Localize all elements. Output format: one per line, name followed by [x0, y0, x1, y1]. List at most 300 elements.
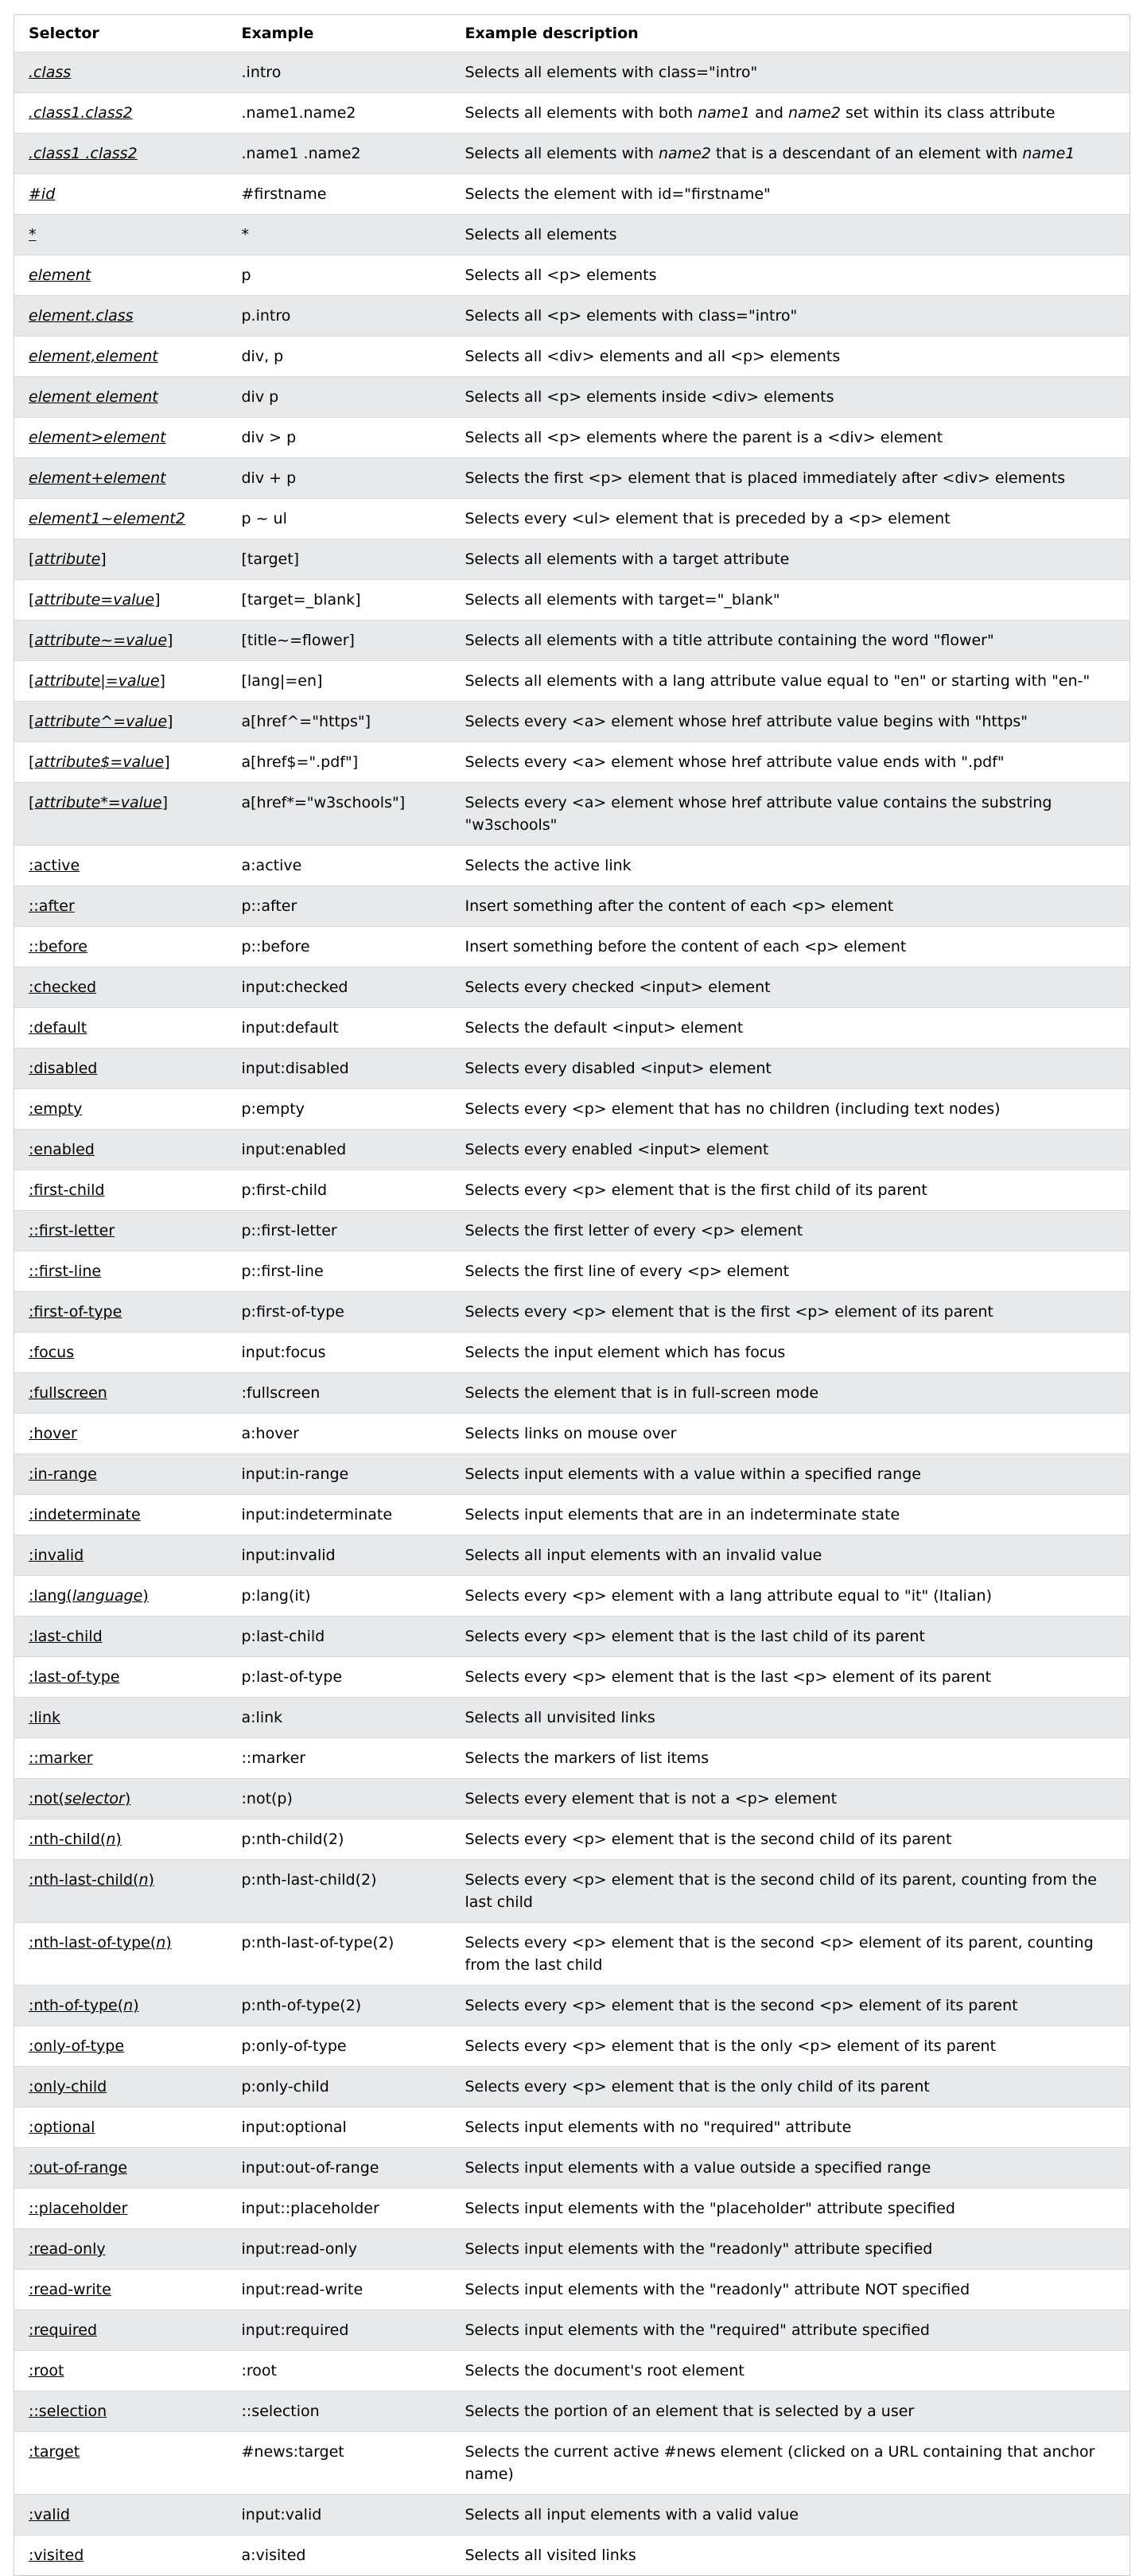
text-segment: [ — [29, 794, 35, 811]
description-cell — [451, 458, 1130, 499]
table-row — [14, 134, 1130, 174]
description-cell — [451, 2391, 1130, 2432]
text-segment: ] — [167, 713, 173, 730]
selector-link[interactable] — [29, 1831, 122, 1848]
selector-cell — [14, 1130, 227, 1170]
example-cell: :root — [227, 2351, 451, 2391]
selector-link[interactable] — [29, 510, 185, 527]
selector-link[interactable] — [29, 1749, 93, 1767]
table-row — [14, 742, 1130, 783]
table-row — [14, 1170, 1130, 1211]
text-segment: :empty — [29, 1100, 83, 1118]
text-segment: and — [750, 104, 788, 122]
table-row — [14, 1211, 1130, 1251]
text-segment: ::first-letter — [29, 1222, 115, 1239]
text-segment: :link — [29, 1709, 61, 1726]
text-segment: Selects every <a> element whose href attribute value ends with ".pdf" — [465, 753, 1005, 771]
text-segment: Selects all elements — [465, 226, 617, 243]
text-segment: :root — [29, 2362, 64, 2379]
text-segment: [ — [29, 632, 35, 649]
table-row — [14, 1414, 1130, 1454]
selector-link[interactable] — [29, 2506, 70, 2523]
example-cell: p — [227, 255, 451, 296]
description-cell — [451, 2229, 1130, 2270]
table-row — [14, 661, 1130, 702]
example-cell: [target=_blank] — [227, 580, 451, 621]
text-segment: :disabled — [29, 1060, 98, 1077]
italic-text: attribute~=value — [34, 632, 168, 649]
table-row — [14, 255, 1130, 296]
description-cell — [451, 1211, 1130, 1251]
text-segment: :fullscreen — [29, 1384, 107, 1402]
selector-cell — [14, 846, 227, 886]
selector-link[interactable] — [29, 1100, 82, 1118]
text-segment: Selects every <p> element that is the second child of its parent, counting from the last child — [465, 1871, 1097, 1911]
example-cell: input:read-write — [227, 2270, 451, 2310]
selector-cell — [14, 1698, 227, 1738]
table-row — [14, 1373, 1130, 1414]
example-cell: input:invalid — [227, 1535, 451, 1576]
description-cell — [451, 1986, 1130, 2026]
example-cell: p:nth-child(2) — [227, 1819, 451, 1860]
selector-link[interactable] — [29, 1790, 130, 1807]
table-row — [14, 377, 1130, 418]
description-cell — [451, 53, 1130, 93]
selector-link[interactable] — [29, 104, 133, 122]
table-row — [14, 1495, 1130, 1535]
text-segment: :hover — [29, 1425, 77, 1442]
example-cell: .name1.name2 — [227, 93, 451, 134]
text-segment: :invalid — [29, 1547, 84, 1564]
selector-cell — [14, 1779, 227, 1819]
text-segment: Selects every enabled <input> element — [465, 1141, 769, 1158]
text-segment: Selects all unvisited links — [465, 1709, 655, 1726]
text-segment: Selects every disabled <input> element — [465, 1060, 772, 1077]
selector-cell — [14, 2495, 227, 2535]
text-segment: :nth-child( — [29, 1831, 107, 1848]
text-segment: :only-child — [29, 2078, 107, 2095]
selector-cell — [14, 2229, 227, 2270]
selector-link[interactable] — [29, 897, 75, 915]
description-cell — [451, 580, 1130, 621]
selector-link[interactable] — [29, 226, 37, 243]
selector-cell — [14, 1333, 227, 1373]
text-segment: Selects the element that is in full-screen mode — [465, 1384, 819, 1402]
description-cell — [451, 1292, 1130, 1333]
selector-link[interactable] — [29, 185, 55, 203]
selector-link[interactable] — [29, 1871, 154, 1889]
example-cell: a[href*="w3schools"] — [227, 783, 451, 846]
table-body — [14, 53, 1130, 2576]
table-row — [14, 846, 1130, 886]
description-cell — [451, 2026, 1130, 2067]
selector-link[interactable] — [29, 1628, 103, 1645]
example-cell: input:valid — [227, 2495, 451, 2535]
selector-link[interactable] — [29, 1934, 172, 1951]
description-cell — [451, 661, 1130, 702]
text-segment: :target — [29, 2443, 80, 2461]
selector-reference — [14, 14, 1129, 2576]
selector-cell — [14, 255, 227, 296]
selector-link[interactable] — [29, 388, 158, 406]
text-segment: :nth-last-child( — [29, 1871, 139, 1889]
text-segment: :optional — [29, 2119, 95, 2136]
selector-link[interactable] — [29, 145, 138, 162]
selector-link[interactable] — [29, 672, 165, 690]
italic-text: n — [106, 1831, 116, 1848]
text-segment: ] — [164, 753, 170, 771]
italic-text: selector — [64, 1790, 125, 1807]
selector-link[interactable] — [29, 2281, 111, 2298]
italic-text: name2 — [787, 104, 841, 122]
table-row — [14, 967, 1130, 1008]
text-segment: ::before — [29, 938, 87, 955]
description-cell — [451, 499, 1130, 539]
table-row — [14, 1657, 1130, 1698]
text-segment: [ — [29, 713, 35, 730]
selector-link[interactable] — [29, 267, 91, 284]
description-cell — [451, 2148, 1130, 2189]
selector-cell — [14, 702, 227, 742]
selector-link[interactable] — [29, 632, 173, 649]
selector-link[interactable] — [29, 2078, 107, 2095]
selector-cell — [14, 2026, 227, 2067]
selector-link[interactable] — [29, 2159, 127, 2177]
description-cell — [451, 1779, 1130, 1819]
selector-link[interactable] — [29, 979, 96, 996]
text-segment: Selects every checked <input> element — [465, 979, 771, 996]
selector-link[interactable] — [29, 348, 158, 365]
example-cell: p.intro — [227, 296, 451, 337]
selector-link[interactable] — [29, 1303, 122, 1321]
selector-link[interactable] — [29, 857, 80, 874]
example-cell: p:first-of-type — [227, 1292, 451, 1333]
selector-link[interactable] — [29, 2321, 97, 2339]
italic-text: element.class — [29, 307, 134, 325]
example-cell: p::first-letter — [227, 1211, 451, 1251]
description-cell — [451, 2270, 1130, 2310]
example-cell: :not(p) — [227, 1779, 451, 1819]
table-row — [14, 2351, 1130, 2391]
example-cell: input:disabled — [227, 1049, 451, 1089]
selector-link[interactable] — [29, 1141, 95, 1158]
selector-link[interactable] — [29, 551, 107, 568]
text-segment: ) — [115, 1831, 122, 1848]
selector-link[interactable] — [29, 2200, 127, 2217]
example-cell: input::placeholder — [227, 2189, 451, 2229]
selector-link[interactable] — [29, 1465, 97, 1483]
text-segment: Selects input elements with a value outside a specified range — [465, 2159, 931, 2177]
selector-link[interactable] — [29, 2362, 64, 2379]
italic-text: name2 — [658, 145, 711, 162]
description-cell — [451, 2495, 1130, 2535]
description-cell — [451, 742, 1130, 783]
text-segment: Selects every <p> element that is the second <p> element of its parent — [465, 1997, 1018, 2014]
italic-text: .class1 .class2 — [29, 145, 138, 162]
text-segment: Selects input elements with a value within a specified range — [465, 1465, 921, 1483]
text-segment: ::marker — [29, 1749, 93, 1767]
text-segment: ) — [165, 1934, 172, 1951]
selector-cell — [14, 1657, 227, 1698]
table-row — [14, 621, 1130, 661]
italic-text: .class1.class2 — [29, 104, 133, 122]
description-cell — [451, 215, 1130, 255]
description-cell — [451, 2189, 1130, 2229]
text-segment: Selects input elements with the "placeholder" attribute specified — [465, 2200, 955, 2217]
selector-link[interactable] — [29, 938, 87, 955]
italic-text: attribute|=value — [34, 672, 160, 690]
text-segment: :indeterminate — [29, 1506, 141, 1523]
example-cell: input:enabled — [227, 1130, 451, 1170]
description-cell — [451, 2310, 1130, 2351]
example-cell: input:default — [227, 1008, 451, 1049]
selector-link[interactable] — [29, 1060, 97, 1077]
description-cell — [451, 702, 1130, 742]
description-cell — [451, 1414, 1130, 1454]
selector-link[interactable] — [29, 1384, 107, 1402]
table-row — [14, 1535, 1130, 1576]
text-segment: Selects all elements with a title attribute containing the word "flower" — [465, 632, 994, 649]
description-cell — [451, 1089, 1130, 1130]
description-cell — [451, 1738, 1130, 1779]
selector-link[interactable] — [29, 2443, 80, 2461]
description-cell — [451, 1819, 1130, 1860]
text-segment: ] — [167, 632, 173, 649]
text-segment: Selects every <a> element whose href attribute value contains the substring "w3schools" — [465, 794, 1052, 834]
selector-link[interactable] — [29, 1506, 141, 1523]
text-segment: Selects the current active #news element (clicked on a URL containing that anchor name) — [465, 2443, 1095, 2483]
italic-text: element — [29, 267, 91, 284]
table-row — [14, 418, 1130, 458]
table-row — [14, 539, 1130, 580]
description-cell — [451, 886, 1130, 927]
italic-text: attribute$=value — [34, 753, 165, 771]
example-cell: p ~ ul — [227, 499, 451, 539]
selectors-table — [14, 14, 1130, 2576]
selector-link[interactable] — [29, 591, 161, 609]
selector-link[interactable] — [29, 1181, 105, 1199]
text-segment: Selects all <p> elements — [465, 267, 657, 284]
table-row — [14, 2067, 1130, 2107]
description-cell — [451, 1049, 1130, 1089]
selector-cell — [14, 296, 227, 337]
description-cell — [451, 1251, 1130, 1292]
text-segment: Selects every <p> element that has no children (including text nodes) — [465, 1100, 1001, 1118]
text-segment: :required — [29, 2321, 98, 2339]
table-row — [14, 886, 1130, 927]
example-cell: .name1 .name2 — [227, 134, 451, 174]
description-cell — [451, 1535, 1130, 1576]
selector-link[interactable] — [29, 2547, 84, 2564]
table-row — [14, 499, 1130, 539]
example-cell: * — [227, 215, 451, 255]
text-segment: Selects input elements with the "required" attribute specified — [465, 2321, 930, 2339]
text-segment: :last-child — [29, 1628, 103, 1645]
table-row — [14, 702, 1130, 742]
selector-cell — [14, 2148, 227, 2189]
italic-text: n — [138, 1871, 149, 1889]
table-row — [14, 1454, 1130, 1495]
selector-cell — [14, 539, 227, 580]
selector-cell — [14, 93, 227, 134]
description-cell — [451, 1008, 1130, 1049]
selector-cell — [14, 2351, 227, 2391]
text-segment: that is a descendant of an element with — [710, 145, 1023, 162]
example-cell: p::before — [227, 927, 451, 967]
example-cell: input:indeterminate — [227, 1495, 451, 1535]
selector-link[interactable] — [29, 713, 173, 730]
table-row — [14, 1089, 1130, 1130]
selector-cell — [14, 2270, 227, 2310]
text-segment: ] — [100, 551, 107, 568]
selector-cell — [14, 783, 227, 846]
italic-text: attribute=value — [34, 591, 155, 609]
selector-link[interactable] — [29, 1222, 115, 1239]
selector-link[interactable] — [29, 1019, 87, 1037]
description-cell — [451, 174, 1130, 215]
example-cell: a:active — [227, 846, 451, 886]
description-cell — [451, 1130, 1130, 1170]
table-row — [14, 2026, 1130, 2067]
example-cell: input:optional — [227, 2107, 451, 2148]
selector-link[interactable] — [29, 64, 71, 81]
selector-cell — [14, 377, 227, 418]
selector-cell — [14, 134, 227, 174]
text-segment: Selects every <p> element that is the last child of its parent — [465, 1628, 925, 1645]
selector-cell — [14, 621, 227, 661]
text-segment: Selects all <div> elements and all <p> elements — [465, 348, 841, 365]
selector-cell — [14, 1049, 227, 1089]
selector-cell — [14, 215, 227, 255]
description-cell — [451, 296, 1130, 337]
description-cell — [451, 2432, 1130, 2495]
selector-link[interactable] — [29, 307, 134, 325]
text-segment: Selects every <p> element that is the last <p> element of its parent — [465, 1668, 992, 1686]
description-cell — [451, 2535, 1130, 2576]
selector-link[interactable] — [29, 794, 168, 811]
example-cell: p:lang(it) — [227, 1576, 451, 1617]
selector-link[interactable] — [29, 1425, 77, 1442]
table-row — [14, 2432, 1130, 2495]
text-segment: Selects all elements with — [465, 145, 659, 162]
table-header-row — [14, 15, 1130, 53]
example-cell: a[href^="https"] — [227, 702, 451, 742]
selector-link[interactable] — [29, 2240, 106, 2258]
selector-cell — [14, 1373, 227, 1414]
text-segment: Selects all input elements with an invalid value — [465, 1547, 822, 1564]
selector-link[interactable] — [29, 2403, 107, 2420]
description-cell — [451, 255, 1130, 296]
text-segment: ::after — [29, 897, 75, 915]
text-segment: ) — [133, 1997, 139, 2014]
text-segment: Selects every <p> element that is the second child of its parent — [465, 1831, 952, 1848]
selector-cell — [14, 1251, 227, 1292]
description-cell — [451, 1576, 1130, 1617]
selector-link[interactable] — [29, 429, 166, 446]
italic-text: n — [156, 1934, 166, 1951]
selector-cell — [14, 1535, 227, 1576]
text-segment: Selects input elements with no "required" attribute — [465, 2119, 852, 2136]
text-segment: ] — [154, 591, 161, 609]
selector-link[interactable] — [29, 1587, 149, 1605]
example-cell: div > p — [227, 418, 451, 458]
table-row — [14, 1860, 1130, 1923]
selector-cell — [14, 418, 227, 458]
description-cell — [451, 134, 1130, 174]
description-cell — [451, 1495, 1130, 1535]
selector-link[interactable] — [29, 1709, 60, 1726]
selector-link[interactable] — [29, 2119, 95, 2136]
table-row — [14, 296, 1130, 337]
example-cell: [target] — [227, 539, 451, 580]
text-segment: :visited — [29, 2547, 84, 2564]
italic-text: name1 — [1022, 145, 1075, 162]
text-segment: Selects every <a> element whose href attribute value begins with "https" — [465, 713, 1028, 730]
table-row — [14, 1049, 1130, 1089]
description-cell — [451, 377, 1130, 418]
example-cell: a[href$=".pdf"] — [227, 742, 451, 783]
text-segment: Selects all elements with a target attribute — [465, 551, 790, 568]
description-cell — [451, 1923, 1130, 1986]
example-cell: p:only-of-type — [227, 2026, 451, 2067]
selector-cell — [14, 927, 227, 967]
text-segment: :read-write — [29, 2281, 111, 2298]
text-segment: ::placeholder — [29, 2200, 128, 2217]
example-cell: div + p — [227, 458, 451, 499]
selector-link[interactable] — [29, 1344, 74, 1361]
selector-cell — [14, 1292, 227, 1333]
text-segment: :lang( — [29, 1587, 72, 1605]
selector-link[interactable] — [29, 1997, 139, 2014]
text-segment: Selects every <p> element that is the first child of its parent — [465, 1181, 927, 1199]
text-segment: Selects input elements with the "readonly" attribute NOT specified — [465, 2281, 970, 2298]
text-segment: Selects the element with id="firstname" — [465, 185, 771, 203]
selector-link[interactable] — [29, 753, 170, 771]
selector-link[interactable] — [29, 1547, 84, 1564]
selector-cell — [14, 1211, 227, 1251]
example-cell: input:read-only — [227, 2229, 451, 2270]
example-cell: ::selection — [227, 2391, 451, 2432]
description-cell — [451, 2067, 1130, 2107]
selector-cell — [14, 53, 227, 93]
description-cell — [451, 783, 1130, 846]
text-segment: :focus — [29, 1344, 75, 1361]
selector-link[interactable] — [29, 1263, 101, 1280]
description-cell — [451, 1170, 1130, 1211]
selector-link[interactable] — [29, 1668, 119, 1686]
text-segment: :not( — [29, 1790, 64, 1807]
selector-link[interactable] — [29, 2037, 124, 2055]
description-cell — [451, 846, 1130, 886]
table-row — [14, 337, 1130, 377]
text-segment: Selects links on mouse over — [465, 1425, 677, 1442]
table-row — [14, 1698, 1130, 1738]
text-segment: Selects input elements with the "readonly" attribute specified — [465, 2240, 933, 2258]
text-segment: Selects all <p> elements where the parent is a <div> element — [465, 429, 943, 446]
text-segment: :last-of-type — [29, 1668, 120, 1686]
text-segment: :nth-of-type( — [29, 1997, 124, 2014]
selector-cell — [14, 2189, 227, 2229]
selector-link[interactable] — [29, 469, 166, 487]
text-segment: ::first-line — [29, 1263, 102, 1280]
text-segment: :nth-last-of-type( — [29, 1934, 157, 1951]
table-row — [14, 1292, 1130, 1333]
example-cell: input:in-range — [227, 1454, 451, 1495]
example-cell: #news:target — [227, 2432, 451, 2495]
italic-text: element>element — [29, 429, 166, 446]
italic-text: element+element — [29, 469, 166, 487]
text-segment: :out-of-range — [29, 2159, 128, 2177]
